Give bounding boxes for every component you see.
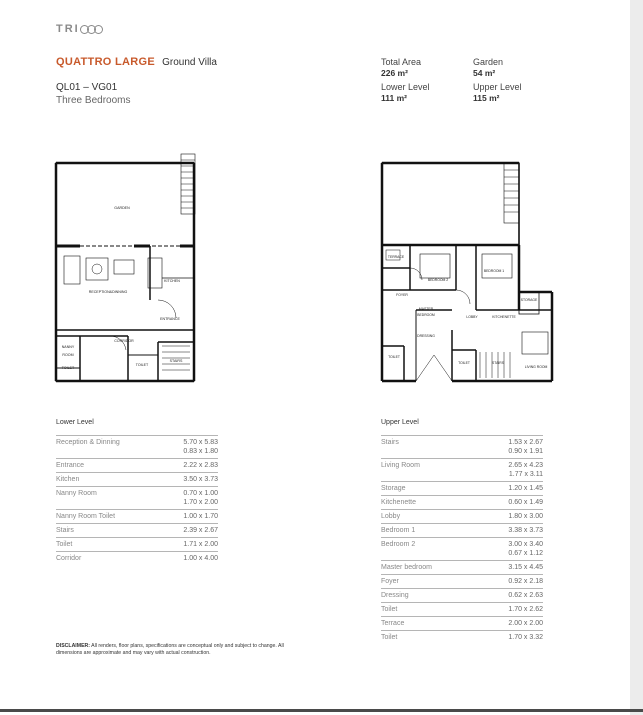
label-bedroom1: BEDROOM 1 [483,269,505,273]
room-name: Toilet [381,603,499,617]
dimension-value: 3.50 x 3.73 [183,476,218,483]
table-row [381,524,543,538]
dimension-value: 0.62 x 2.63 [508,592,543,599]
dimension-value: 1.80 x 3.00 [508,513,543,520]
label-storage: STORAGE [520,298,538,302]
disclaimer [56,643,296,657]
stat-upper-level [473,82,522,104]
dimension-value: 1.20 x 1.45 [508,485,543,492]
dimension-value: 2.00 x 2.00 [508,620,543,627]
dimension-value: 1.71 x 2.00 [183,541,218,548]
dimension-value: 0.67 x 1.12 [508,550,543,557]
bedroom-count: Three Bedrooms [56,95,131,106]
table-row [381,617,543,631]
dimension-value: 3.38 x 3.73 [508,527,543,534]
label-entrance: ENTRANCE [160,317,180,321]
room-name: Foyer [381,575,499,589]
dimension-value: 1.70 x 2.00 [183,499,218,506]
room-dimensions [499,617,543,631]
dimension-value: 1.53 x 2.67 [508,439,543,446]
room-name: Stairs [381,436,499,459]
stat-value: 115 m² [473,93,500,103]
room-name: Nanny Room [56,487,174,510]
label-stairs: STAIRS [169,359,183,363]
upper-level-table [381,435,543,644]
dimension-value: 1.77 x 3.11 [508,471,543,478]
room-name: Corridor [56,552,174,566]
room-dimensions [499,496,543,510]
villa-brand: QUATTRO LARGE [56,56,156,68]
stat-total-area [381,57,421,79]
room-dimensions [499,575,543,589]
dimension-value: 2.65 x 4.23 [508,462,543,469]
stat-label: Upper Level [473,82,522,92]
table-row [381,631,543,645]
room-name: Toilet [56,538,174,552]
table-row [381,538,543,561]
dimension-value: 1.00 x 4.00 [183,555,218,562]
unit-code: QL01 – VG01 [56,82,118,93]
label-kitchen: KITCHEN [164,279,180,283]
label-nanny: NANNY [61,345,75,349]
table-row [56,436,218,459]
label-reception: RECEPTION&DINNING [88,290,128,294]
trio-logo [56,23,103,35]
label-toilet-nanny: TOILET [61,366,75,370]
room-dimensions [174,538,218,552]
dimension-value: 0.60 x 1.49 [508,499,543,506]
room-dimensions [174,552,218,566]
label-terrace: TERRACE [387,255,405,259]
label-toilet-upper-2: TOILET [458,361,470,365]
table-row [56,487,218,510]
room-name: Master bedroom [381,561,499,575]
table-row [56,459,218,473]
room-dimensions [499,436,543,459]
label-kitchenette: KITCHENETTE [492,315,516,319]
dimension-value: 1.70 x 2.62 [508,606,543,613]
room-dimensions [499,538,543,561]
room-name: Toilet [381,631,499,645]
label-toilet: TOILET [135,363,149,367]
disclaimer-text: All renders, floor plans, specifications are conceptual only and subject to change. All dimensions are approximate and may vary with actual construction. [56,643,284,656]
room-name: Lobby [381,510,499,524]
room-dimensions [174,436,218,459]
bottom-rule [0,709,643,712]
room-dimensions [174,524,218,538]
table-row [381,459,543,482]
table-row [381,561,543,575]
room-name: Entrance [56,459,174,473]
room-dimensions [499,524,543,538]
stat-label: Garden [473,57,504,67]
label-bedroom: BEDROOM [417,313,435,317]
stat-value: 54 m² [473,68,496,78]
room-dimensions [499,589,543,603]
room-dimensions [499,482,543,496]
label-room: ROOM [62,353,74,357]
room-dimensions [174,510,218,524]
stat-label: Total Area [381,57,422,67]
dimension-value: 0.83 x 1.80 [183,448,218,455]
label-bedroom2: BEDROOM 2 [427,278,449,282]
table-row [381,589,543,603]
room-name: Bedroom 2 [381,538,499,561]
room-name: Terrace [381,617,499,631]
room-dimensions [499,459,543,482]
room-dimensions [174,487,218,510]
table-row [56,473,218,487]
room-name: Stairs [56,524,174,538]
table-row [56,510,218,524]
room-name: Bedroom 1 [381,524,499,538]
lower-level-table [56,435,218,565]
room-dimensions [499,631,543,645]
table-row [381,603,543,617]
label-master: MASTER [418,307,434,311]
table-row [56,552,218,566]
stat-garden [473,57,503,79]
lower-level-title: Lower Level [56,419,94,426]
villa-title [56,56,217,68]
table-row [381,482,543,496]
lower-level-floor-plan [50,150,210,390]
dimension-value: 5.70 x 5.83 [183,439,218,446]
table-row [56,524,218,538]
logo-text: TRI [56,23,80,35]
villa-subtitle: Ground Villa [162,57,217,68]
room-name: Nanny Room Toilet [56,510,174,524]
dimension-value: 0.70 x 1.00 [183,490,218,497]
table-row [381,575,543,589]
room-name: Kitchen [56,473,174,487]
dimension-value: 3.00 x 3.40 [508,541,543,548]
table-row [381,496,543,510]
right-edge-bar [630,0,643,715]
label-toilet-upper: TOILET [388,355,400,359]
room-dimensions [174,473,218,487]
dimension-value: 2.22 x 2.83 [183,462,218,469]
label-garden: GARDEN [114,206,130,210]
room-dimensions [499,603,543,617]
label-living-room: LIVING ROOM [524,365,548,369]
room-dimensions [499,510,543,524]
stat-value: 111 m² [381,93,407,103]
stat-lower-level [381,82,430,104]
dimension-value: 0.90 x 1.91 [508,448,543,455]
room-name: Dressing [381,589,499,603]
dimension-value: 3.15 x 4.45 [508,564,543,571]
room-dimensions [499,561,543,575]
label-dressing: DRESSING [417,334,435,338]
dimension-value: 1.00 x 1.70 [183,513,218,520]
label-corridor: CORRIDOR [114,339,134,343]
stat-label: Lower Level [381,82,430,92]
upper-level-title: Upper Level [381,419,419,426]
label-foyer: FOYER [396,293,408,297]
room-dimensions [174,459,218,473]
dimension-value: 0.92 x 2.18 [508,578,543,585]
table-row [381,436,543,459]
logo-rings-icon [82,25,103,34]
label-stairs-upper: STAIRS [492,361,504,365]
room-name: Storage [381,482,499,496]
room-name: Living Room [381,459,499,482]
label-lobby: LOBBY [466,315,478,319]
upper-level-floor-plan [376,150,566,390]
table-row [381,510,543,524]
room-name: Reception & Dinning [56,436,174,459]
stat-value: 226 m² [381,68,408,78]
disclaimer-label: DISCLAIMER: [56,643,91,649]
table-row [56,538,218,552]
dimension-value: 1.70 x 3.32 [508,634,543,641]
dimension-value: 2.39 x 2.67 [183,527,218,534]
room-name: Kitchenette [381,496,499,510]
